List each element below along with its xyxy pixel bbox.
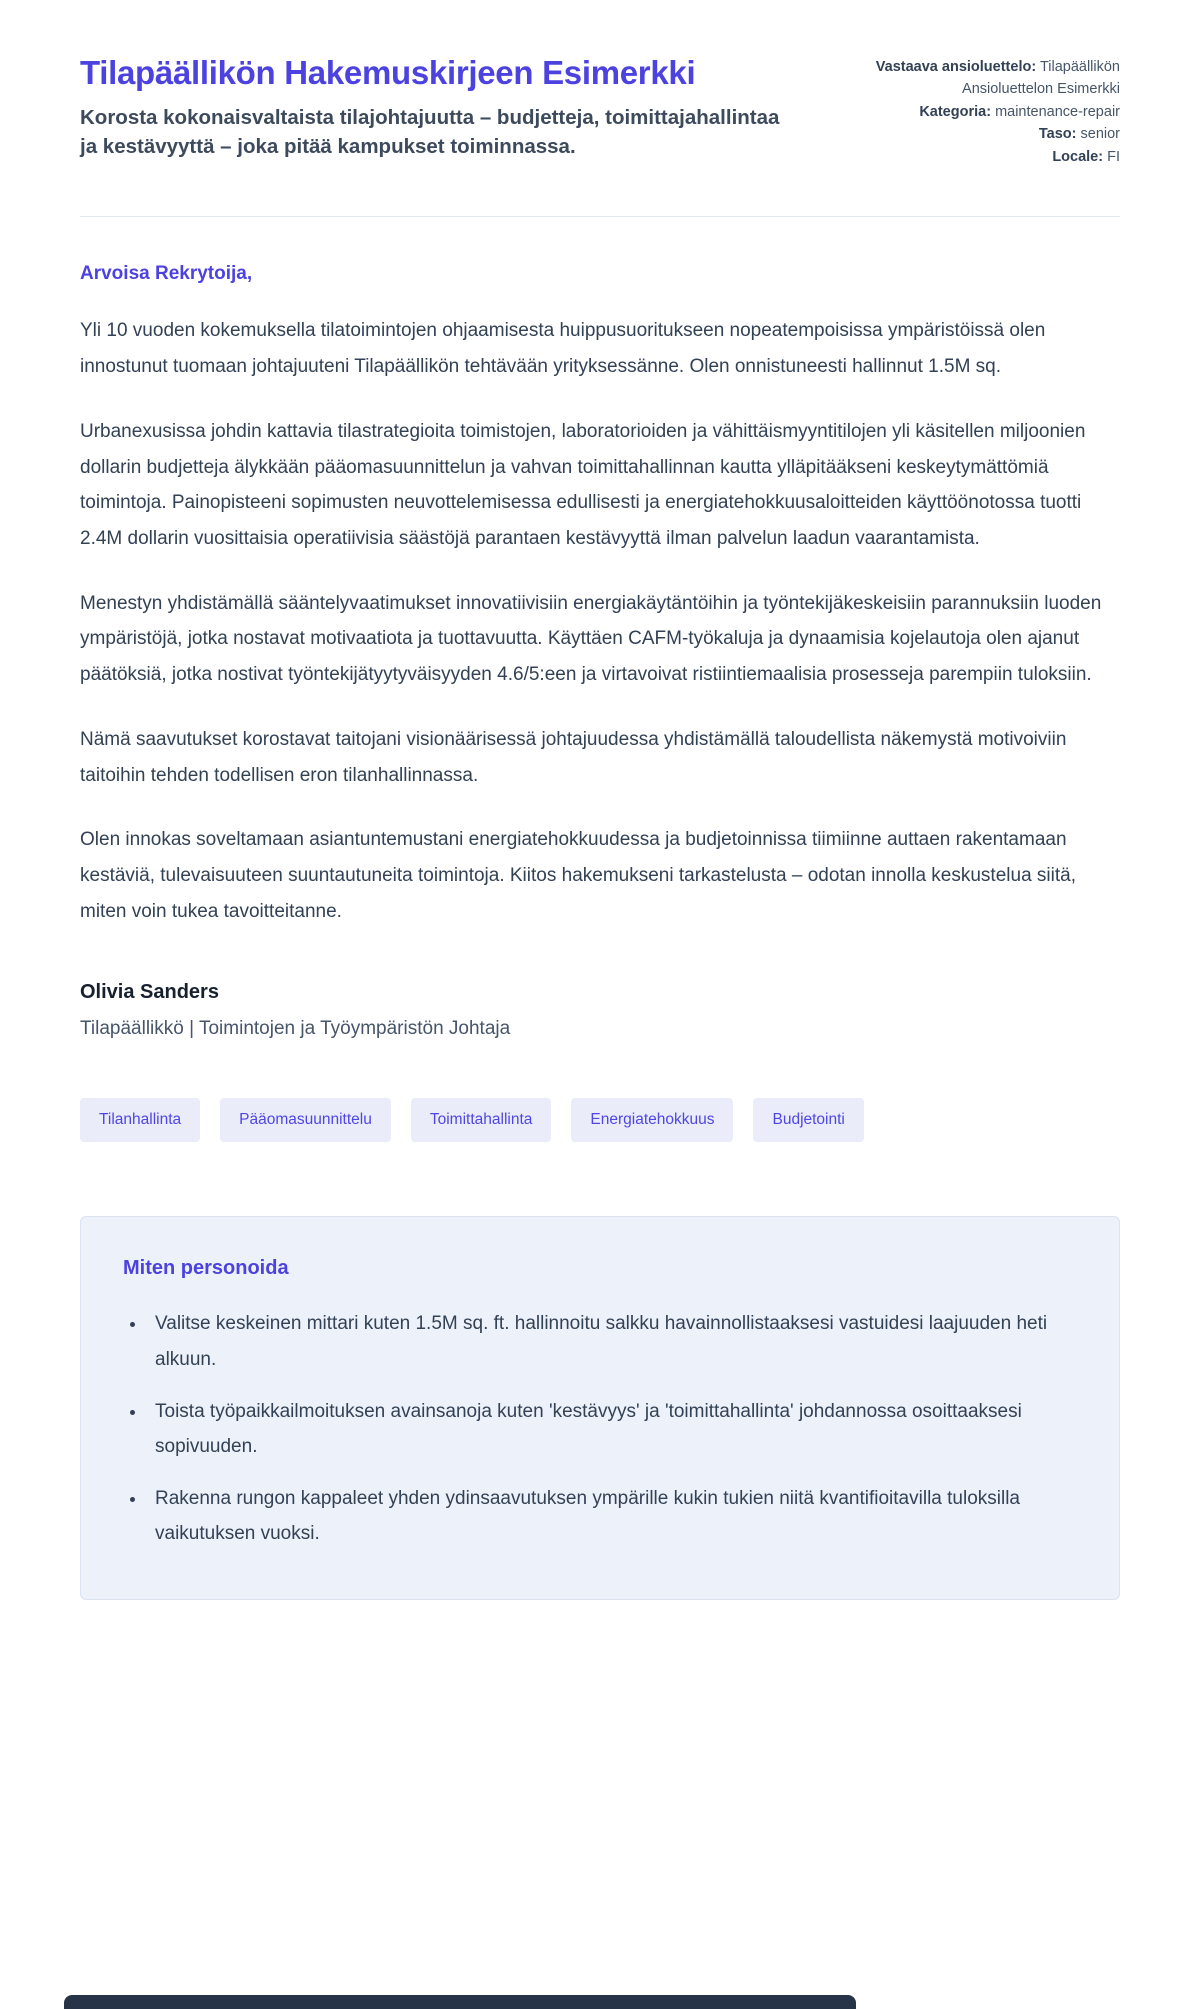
header <box>80 52 1120 168</box>
tag-tilanhallinta[interactable]: Tilanhallinta <box>80 1098 200 1142</box>
letter-paragraph: Urbanexusissa johdin kattavia tilastrategioita toimistojen, laboratorioiden ja vähittäismyyntitilojen yli käsitellen miljoonien dollarin budjetteja älykkään pääomasuunnittelun ja vahvan toimittahallinnan kautta ylläpitääkseni keskeytymättömiä toimintoja. Painopisteeni sopimusten neuvottelemisessa edullisesti ja energiatehokkuusaloitteiden käyttöönotossa tuotti 2.4M dollarin vuosittaisia operatiivisia säästöjä parantaen kestävyyttä ilman palvelun laadun vaarantamista. <box>80 420 1086 549</box>
signature-name: Olivia Sanders <box>80 981 219 1004</box>
meta-label: Vastaava ansioluettelo: <box>875 59 1037 75</box>
tips-item: • Valitse keskeinen mittari kuten 1.5M sq. ft. hallinnoitu salkku havainnollistaaksesi vastuidesi laajuuden heti alkuun. <box>147 1306 1077 1376</box>
personalization-tips-box <box>80 1216 1120 1600</box>
tag-toimittahallinta[interactable]: Toimittahallinta <box>411 1098 552 1142</box>
meta-value: maintenance-repair <box>995 103 1120 120</box>
meta-label: Kategoria: <box>919 103 992 120</box>
meta-block <box>820 52 1120 168</box>
letter-paragraph: Menestyn yhdistämällä sääntelyvaatimukset innovatiivisiin energiakäytäntöihin ja työntekijäkeskeisiin parannuksiin luoden ympäristöjä, jotka nostavat motivaatiota ja tuottavuutta. Käyttäen CAFM-työkaluja ja dynaamisia kojelautoja olen ajanut päätöksiä, jotka nostivat työntekijätyytyväisyyden 4.6/5:een ja virtavoivat ristiintiemaalisia prosesseja parempiin tuloksiin. <box>80 592 1102 686</box>
page-title: Tilapäällikön Hakemuskirjeen Esimerkki <box>80 54 696 91</box>
letter-paragraph: Yli 10 vuoden kokemuksella tilatoimintojen ohjaamisesta huippusuoritukseen nopeatempoisissa ympäristöissä olen innostunut tuomaan johtajuuteni Tilapäällikön tehtävään yrityksessänne. Olen onnistuneesti hallinnut 1.5M sq. <box>80 320 1046 378</box>
letter-paragraph: Olen innokas soveltamaan asiantuntemustani energiatehokkuudessa ja budjetoinnissa tiimiinne auttaen rakentamaan kestäviä, tulevaisuuteen suuntautuneita toimintoja. Kiitos hakemukseni tarkastelusta – odotan innolla keskustelua siitä, miten voin tukea tavoitteitanne. <box>80 829 1076 922</box>
header-text-block <box>80 52 780 162</box>
content-container <box>80 0 1120 1600</box>
meta-value: Tilapäällikön Ansioluettelon Esimerkki <box>962 59 1120 98</box>
tips-list <box>123 1306 1077 1551</box>
meta-value: senior <box>1080 126 1120 143</box>
meta-row-matching-resume <box>820 56 1120 101</box>
page-subtitle: Korosta kokonaisvaltaista tilajohtajuutta – budjetteja, toimittajahallintaa ja kestävyyttä – joka pitää kampukset toiminnassa. <box>80 106 780 158</box>
meta-row-level <box>820 123 1120 145</box>
divider <box>80 216 1120 217</box>
meta-value: FI <box>1107 148 1120 165</box>
meta-label: Locale: <box>1052 148 1104 165</box>
tag-budjetointi[interactable]: Budjetointi <box>753 1098 863 1142</box>
tips-item: • Toista työpaikkailmoituksen avainsanoja kuten 'kestävyys' ja 'toimittahallinta' johdannossa osoittaaksesi sopivuuden. <box>147 1394 1077 1464</box>
letter-greeting: Arvoisa Rekrytoija, <box>80 263 253 285</box>
cover-letter-body <box>80 263 1120 1040</box>
tag-paaomasuunnittelu[interactable]: Pääomasuunnittelu <box>220 1098 391 1142</box>
signature-block <box>80 981 1120 1040</box>
skill-tags <box>80 1098 1120 1142</box>
signature-role: Tilapäällikkö | Toimintojen ja Työympäristön Johtaja <box>80 1018 511 1040</box>
letter-paragraph: Nämä saavutukset korostavat taitojani visionäärisessä johtajuudessa yhdistämällä taloudellista näkemystä motivoiviin taitoihin tehden todellisen eron tilanhallinnassa. <box>80 728 1067 786</box>
tag-energiatehokkuus[interactable]: Energiatehokkuus <box>571 1098 733 1142</box>
tips-item: • Rakenna rungon kappaleet yhden ydinsaavutuksen ympärille kukin tukien niitä kvantifioitavilla tuloksilla vaikutuksen vuoksi. <box>147 1481 1077 1551</box>
tips-title: Miten personoida <box>123 1257 289 1280</box>
meta-row-locale <box>820 146 1120 168</box>
meta-label: Taso: <box>1038 126 1077 143</box>
cutoff-footer-bar <box>64 1995 856 2009</box>
meta-row-category <box>820 101 1120 123</box>
